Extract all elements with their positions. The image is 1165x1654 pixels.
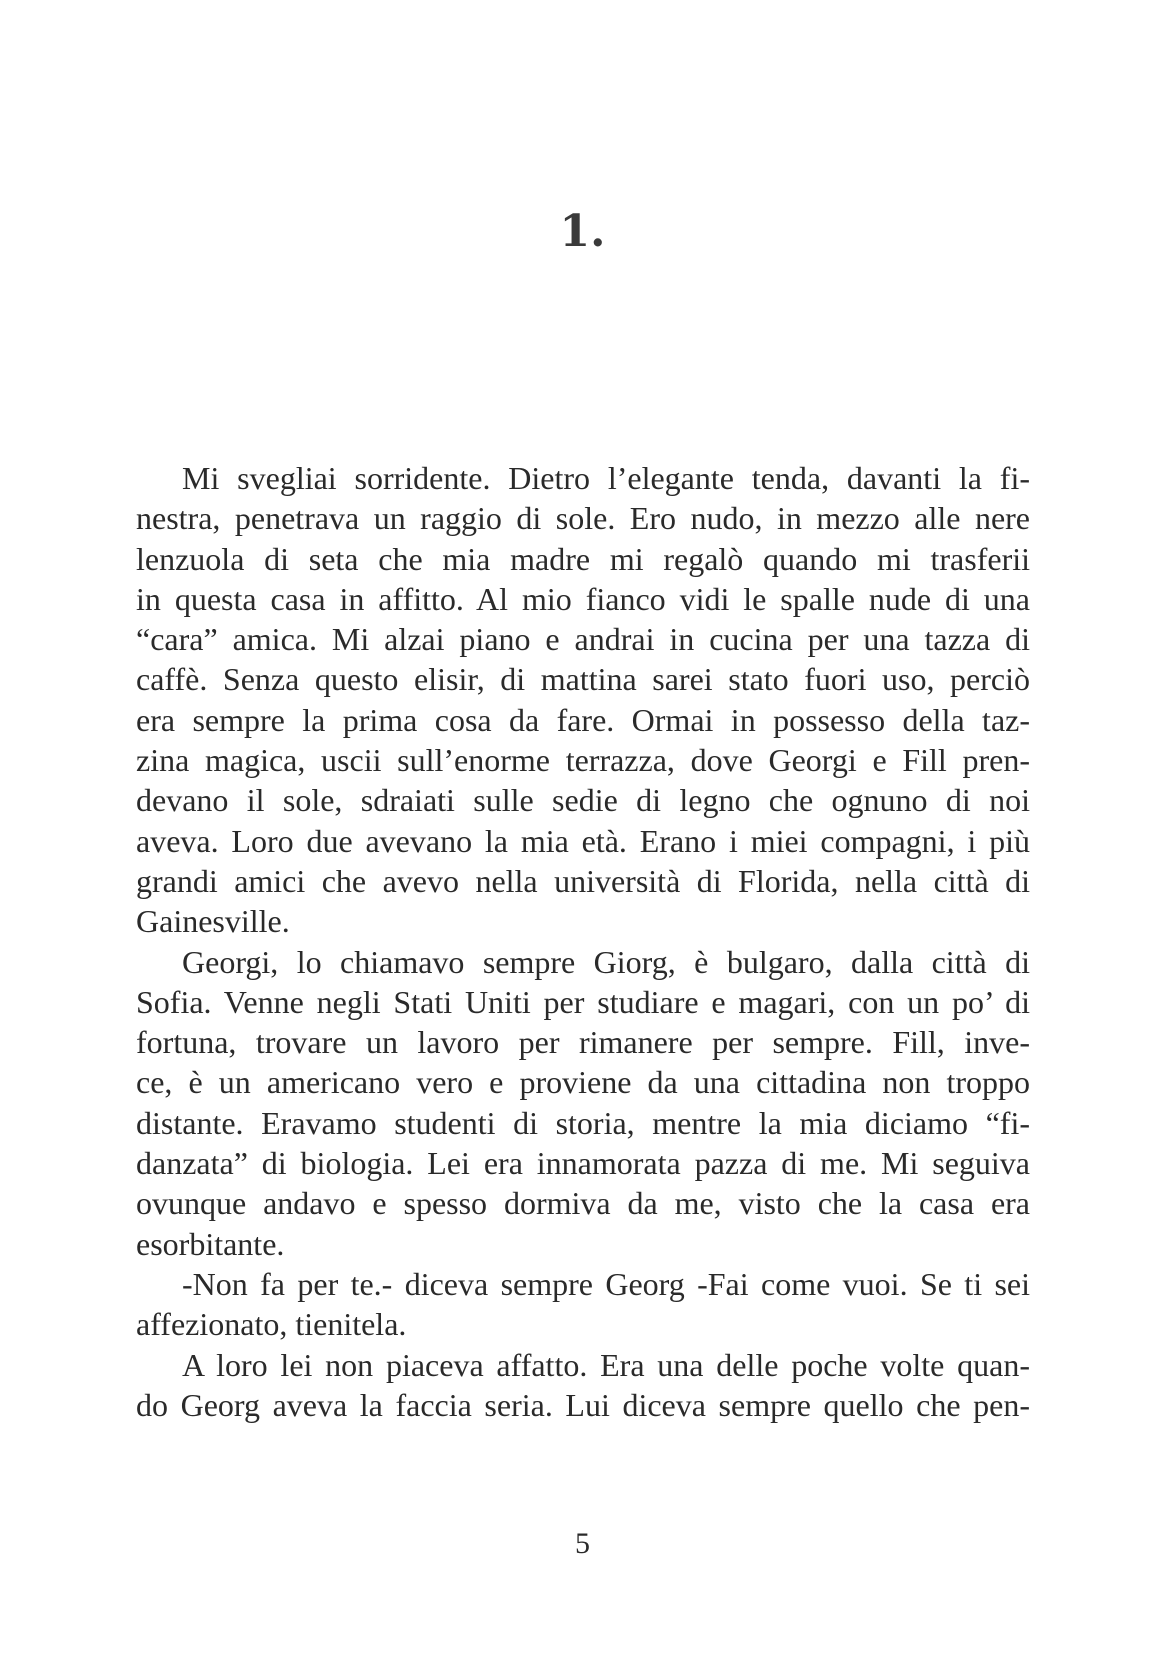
chapter-body <box>136 458 1030 1425</box>
text-line: era sempre la prima cosa da fare. Ormai in possesso della taz- <box>136 701 1030 738</box>
text-line: caffè. Senza questo elisir, di mattina sarei stato fuori uso, perciò <box>136 661 1030 698</box>
text-line: fortuna, trovare un lavoro per rimanere per sempre. Fill, inve- <box>136 1024 1030 1061</box>
text-line: ovunque andavo e spesso dormiva da me, visto che la casa era <box>136 1185 1030 1222</box>
chapter-number: 1. <box>559 206 606 257</box>
text-line: distante. Eravamo studenti di storia, mentre la mia diciamo “fi- <box>136 1104 1030 1141</box>
text-line: A loro lei non piaceva affatto. Era una delle poche volte quan- <box>182 1346 1030 1383</box>
text-line: grandi amici che avevo nella università di Florida, nella città di <box>136 862 1030 899</box>
text-line: nestra, penetrava un raggio di sole. Ero nudo, in mezzo alle nere <box>136 500 1030 537</box>
text-line: aveva. Loro due avevano la mia età. Erano i miei compagni, i più <box>136 822 1030 859</box>
text-line: Georgi, lo chiamavo sempre Giorg, è bulgaro, dalla città di <box>182 943 1030 980</box>
text-line: esorbitante. <box>136 1225 285 1262</box>
text-line: lenzuola di seta che mia madre mi regalò quando mi trasferii <box>136 540 1030 577</box>
text-line: do Georg aveva la faccia seria. Lui diceva sempre quello che pen- <box>136 1386 1030 1423</box>
text-line: “cara” amica. Mi alzai piano e andrai in cucina per una tazza di <box>136 621 1030 658</box>
text-line: -Non fa per te.- diceva sempre Georg -Fai come vuoi. Se ti sei <box>182 1265 1030 1302</box>
text-line: Sofia. Venne negli Stati Uniti per studiare e magari, con un po’ di <box>136 983 1030 1020</box>
text-line: danzata” di biologia. Lei era innamorata pazza di me. Mi seguiva <box>136 1145 1030 1182</box>
paragraph <box>136 1345 1030 1426</box>
text-line: affezionato, tienitela. <box>136 1306 407 1343</box>
text-line: in questa casa in affitto. Al mio fianco vidi le spalle nude di una <box>136 580 1030 617</box>
paragraph <box>136 942 1030 1264</box>
text-line: zina magica, uscii sull’enorme terrazza, dove Georgi e Fill pren- <box>136 742 1030 779</box>
page-number: 5 <box>575 1527 590 1560</box>
paragraph <box>136 458 1030 942</box>
text-line: Gainesville. <box>136 903 290 940</box>
text-line: devano il sole, sdraiati sulle sedie di legno che ognuno di noi <box>136 782 1030 819</box>
paragraph <box>136 1264 1030 1345</box>
text-line: Mi svegliai sorridente. Dietro l’elegante tenda, davanti la fi- <box>182 460 1030 496</box>
text-line: ce, è un americano vero e proviene da una cittadina non troppo <box>136 1064 1030 1101</box>
